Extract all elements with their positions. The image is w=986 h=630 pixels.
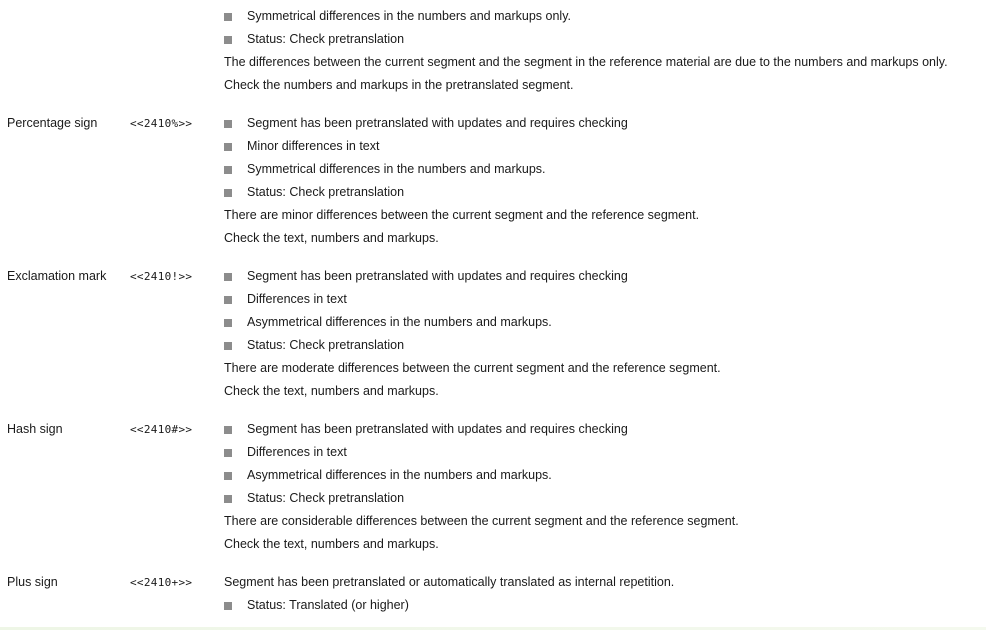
bullet-text: Segment has been pretranslated with updates and requires checking: [247, 269, 628, 283]
entry-code: <<2410#>>: [130, 423, 193, 436]
entry-description-row: [0, 533, 986, 556]
entry-label: Hash sign: [7, 422, 63, 436]
entry-bullet-row: [0, 158, 986, 181]
square-bullet-icon: [224, 495, 232, 503]
square-bullet-icon: [224, 36, 232, 44]
square-bullet-icon: [224, 13, 232, 21]
square-bullet-icon: [224, 296, 232, 304]
square-bullet-icon: [224, 143, 232, 151]
description-text: There are considerable differences between the current segment and the reference segment.: [224, 514, 739, 528]
description-text: The differences between the current segment and the segment in the reference material are due to the numbers and markups only.: [224, 55, 948, 69]
description-text: There are moderate differences between the current segment and the reference segment.: [224, 361, 721, 375]
bullet-text: Status: Check pretranslation: [247, 338, 405, 352]
entry-description-row: [0, 510, 986, 533]
document-body: [0, 5, 986, 617]
square-bullet-icon: [224, 472, 232, 480]
entry-description-row: [0, 357, 986, 380]
description-text: Check the text, numbers and markups.: [224, 231, 439, 245]
entry-bullet-row: [0, 594, 986, 617]
intro-description-row: [0, 74, 986, 97]
entry-plus-sign-header: [0, 571, 986, 594]
entry-bullet-row: [0, 181, 986, 204]
entry-exclamation-mark-header: [0, 265, 986, 288]
bullet-text: Symmetrical differences in the numbers and markups.: [247, 162, 546, 176]
description-text: Check the text, numbers and markups.: [224, 384, 439, 398]
entry-bullet-row: [0, 311, 986, 334]
entry-label: Exclamation mark: [7, 269, 107, 283]
entry-description-row: [0, 204, 986, 227]
description-text: Check the text, numbers and markups.: [224, 537, 439, 551]
intro-description-row: [0, 51, 986, 74]
intro-bullet-row: [0, 28, 986, 51]
bullet-text: Status: Check pretranslation: [247, 491, 405, 505]
entry-description-row: [0, 380, 986, 403]
square-bullet-icon: [224, 319, 232, 327]
entry-code: <<2410+>>: [130, 576, 193, 589]
bullet-text: Segment has been pretranslated with updates and requires checking: [247, 422, 628, 436]
bullet-text: Segment has been pretranslated with updates and requires checking: [247, 116, 628, 130]
bullet-text: Asymmetrical differences in the numbers and markups.: [247, 315, 552, 329]
description-text: There are minor differences between the current segment and the reference segment.: [224, 208, 700, 222]
intro-bullet-row: [0, 5, 986, 28]
entry-bullet-row: [0, 334, 986, 357]
bullet-text: Symmetrical differences in the numbers and markups only.: [247, 9, 571, 23]
square-bullet-icon: [224, 120, 232, 128]
bullet-text: Status: Check pretranslation: [247, 185, 405, 199]
entry-label: Plus sign: [7, 575, 58, 589]
entry-hash-sign-header: [0, 418, 986, 441]
entry-bullet-row: [0, 464, 986, 487]
entry-code: <<2410!>>: [130, 270, 193, 283]
entry-bullet-row: [0, 487, 986, 510]
square-bullet-icon: [224, 449, 232, 457]
description-text: Segment has been pretranslated or automatically translated as internal repetition.: [224, 575, 675, 589]
square-bullet-icon: [224, 189, 232, 197]
entry-description-row: [0, 227, 986, 250]
entry-bullet-row: [0, 288, 986, 311]
bullet-text: Differences in text: [247, 292, 347, 306]
entry-bullet-row: [0, 441, 986, 464]
entry-code: <<2410%>>: [130, 117, 193, 130]
bullet-text: Status: Check pretranslation: [247, 32, 405, 46]
bullet-text: Status: Translated (or higher): [247, 598, 409, 612]
square-bullet-icon: [224, 166, 232, 174]
square-bullet-icon: [224, 602, 232, 610]
bullet-text: Minor differences in text: [247, 139, 380, 153]
entry-percentage-sign-header: [0, 112, 986, 135]
square-bullet-icon: [224, 273, 232, 281]
entry-bullet-row: [0, 135, 986, 158]
bullet-text: Differences in text: [247, 445, 347, 459]
entry-label: Percentage sign: [7, 116, 98, 130]
description-text: Check the numbers and markups in the pretranslated segment.: [224, 78, 574, 92]
square-bullet-icon: [224, 426, 232, 434]
bullet-text: Asymmetrical differences in the numbers and markups.: [247, 468, 552, 482]
square-bullet-icon: [224, 342, 232, 350]
